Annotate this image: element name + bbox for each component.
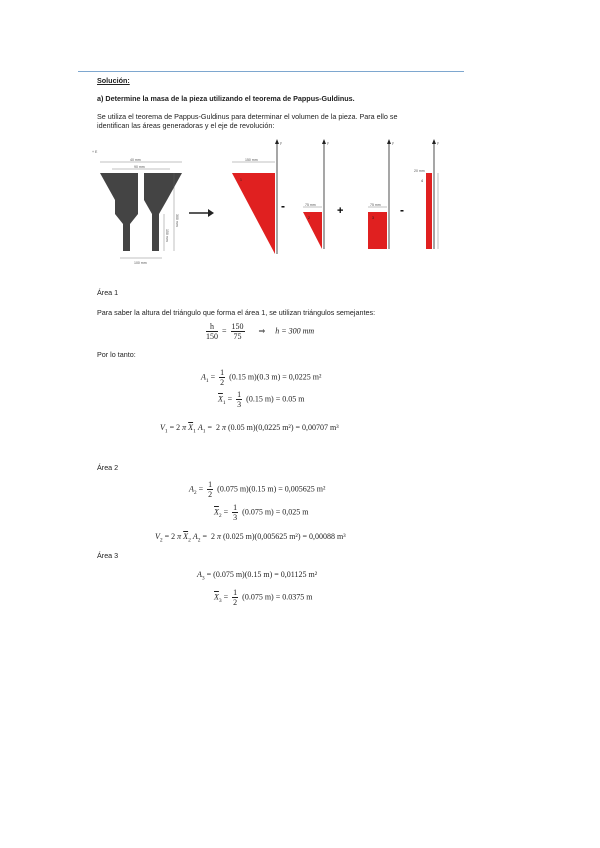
similar-triangles-equation: $\frac{h}{150}$ = $\frac{150}{75}$ ⇒ h = 300 mm xyxy=(206,322,315,341)
part-dim-lower: 150 mm xyxy=(165,229,169,242)
area-1-text: Para saber la altura del triángulo que forma el área 1, se utilizan triángulos semejantes: xyxy=(97,308,376,317)
op-minus-1: - xyxy=(281,199,285,213)
area-1-title: Área 1 xyxy=(97,288,119,297)
area-3-number: 3 xyxy=(372,216,374,220)
eq-X2-rest: (0.075 m) = 0,025 m xyxy=(242,507,309,517)
eq-A1-rest: (0.15 m)(0.3 m) = 0,0225 m² xyxy=(229,372,322,382)
eq-num-2: 150 xyxy=(231,322,244,331)
eq-num-1: h xyxy=(206,322,218,332)
area-2-title: Área 2 xyxy=(97,463,119,472)
eq-A2: $A_2$ = $\frac{1}{2}$ (0.075 m)(0.15 m) = 0,005625 m² xyxy=(189,480,326,499)
item-a: a) Determine la masa de la pieza utilizando el teorema de Pappus-Guldinus. xyxy=(97,94,355,103)
op-minus-2: - xyxy=(400,203,404,217)
area-1-y-label: y xyxy=(280,141,282,145)
area-4-shape xyxy=(414,139,439,249)
part-dim-gap: 90 mm xyxy=(134,165,145,169)
intro-line-2: identifican las áreas generadoras y el eje de revolución: xyxy=(97,121,275,130)
area-4-number: 4 xyxy=(421,179,423,183)
eq-result: h = 300 mm xyxy=(275,326,315,336)
eq-den-2: 75 xyxy=(233,332,242,341)
area-1-number: 1 xyxy=(240,178,242,182)
area-2-number: 2 xyxy=(308,216,310,220)
area-2-dim: 75 mm xyxy=(305,203,316,207)
generating-areas-figure xyxy=(92,136,452,270)
eq-X1-rest: (0.15 m) = 0.05 m xyxy=(246,394,305,404)
area-1-dim: 150 mm xyxy=(245,158,258,162)
transform-arrow xyxy=(189,209,214,217)
part-dim-height: 300 mm xyxy=(175,214,179,227)
eq-A3-rest: (0.075 m)(0.15 m) = 0,01125 m² xyxy=(213,570,318,579)
area-2-y-label: y xyxy=(327,141,329,145)
area-3-title: Área 3 xyxy=(97,551,119,560)
eq-X3-rest: (0.075 m) = 0.0375 m xyxy=(242,592,313,602)
part-dim-top: 40 mm xyxy=(130,158,141,162)
eq-V1: $V_1 = 2$ π $\overline{X}_1$ $A_1 = 2$ π (0.05 m)(0,0225 m²) = 0,00707 m³ xyxy=(160,423,339,435)
por-lo-tanto: Por lo tanto: xyxy=(97,350,136,359)
eq-X2: $\overline{X}_2$ = $\frac{1}{3}$ (0.075 m) = 0,025 m xyxy=(214,503,309,522)
area-1-shape xyxy=(232,139,282,254)
eq-V2: $V_2 = 2$ π $\overline{X}_2$ $A_2 = 2$ π (0.025 m)(0,005625 m²) = 0,00088 m³ xyxy=(155,532,346,544)
eq-X3: $\overline{X}_3$ = $\frac{1}{2}$ (0.075 m) = 0.0375 m xyxy=(214,588,313,607)
eq-A1: $A_1$ = $\frac{1}{2}$ (0.15 m)(0.3 m) = 0,0225 m² xyxy=(201,368,322,387)
eq-den-1: 150 xyxy=(206,332,218,341)
part-dim-bottom: 100 mm xyxy=(134,261,147,265)
area-4-y-label: y xyxy=(437,141,439,145)
op-plus: + xyxy=(337,205,344,217)
eq-V1-rest: (0.05 m)(0,0225 m²) = 0,00707 m³ xyxy=(227,423,339,432)
eq-V2-rest: (0.025 m)(0,005625 m²) = 0,00088 m³ xyxy=(222,532,346,541)
eq-A3: $A_3 = (0.075$ m)(0.15 m) = 0,01125 m² xyxy=(197,570,318,582)
area-4-dim: 20 mm xyxy=(414,169,425,173)
eq-X1: $\overline{X}_1$ = $\frac{1}{3}$ (0.15 m) = 0.05 m xyxy=(218,390,305,409)
eq-A2-rest: (0.075 m)(0.15 m) = 0,005625 m² xyxy=(217,484,326,494)
area-3-shape xyxy=(368,139,394,249)
part-cross-section xyxy=(100,158,182,265)
solution-heading: Solución: xyxy=(97,76,130,85)
area-3-y-label: y xyxy=(392,141,394,145)
intro-line-1: Se utiliza el teorema de Pappus-Guldinus para determinar el volumen de la pieza. Para ello se xyxy=(97,112,398,121)
part-label: + E xyxy=(92,150,98,154)
area-2-shape xyxy=(303,139,329,249)
header-rule xyxy=(78,71,464,72)
area-3-dim: 75 mm xyxy=(370,203,381,207)
